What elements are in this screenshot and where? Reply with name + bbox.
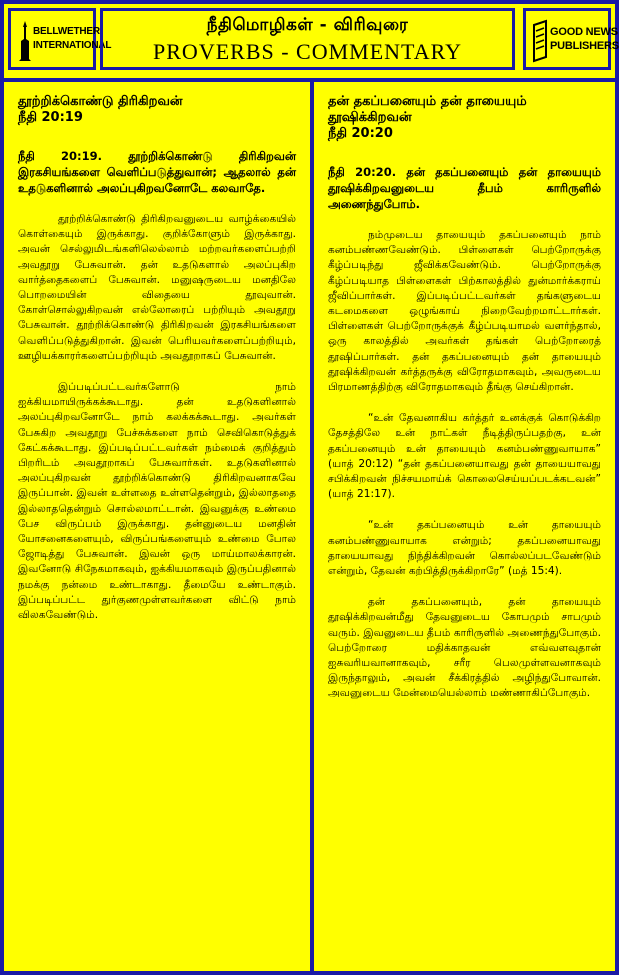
right-column xyxy=(314,82,615,971)
title-box xyxy=(100,8,515,70)
right-quote-1: “உன் தேவனாகிய கர்த்தர் உனக்குக் கொடுக்கிற தேசத்திலே உன் நாட்கள் நீடித்திருப்பதற்கு, உன் தகப்பனையும் உன் தாயையும் கனம்பண்ணுவாயாக” (யாத் 20:12) “தன் தகப்பனையாவது தன் தாயையாவது சபிக்கிறவன் நிச்சயமாய்க் கொலைசெய்யப்படக்கடவன்” (யாத் 21:17). xyxy=(328,412,601,501)
right-quote-2: “உன் தகப்பனையும் உன் தாயையும் கனம்பண்ணுவாயாக என்றும்; தகப்பனையாவது தாயையாவது நிந்திக்கிறவன் கொல்லப்படவேண்டும் என்றும், தேவன் கற்பித்திருக்கிறாரே” (மத் 15:4). xyxy=(328,519,601,578)
left-heading-ref: நீதி 20:19 xyxy=(18,110,83,125)
logo-line: INTERNATIONAL xyxy=(33,40,112,51)
header xyxy=(4,4,619,82)
logo-line: GOOD NEWS xyxy=(550,26,618,38)
left-verse: நீதி 20:19. தூற்றிக்கொண்டு திரிகிறவன் இரகசியங்களை வெளிப்படுத்துவான்; ஆதலால் தன் உதடுகளினால் அலப்புகிறவனோடே கலவாதே. xyxy=(18,149,296,195)
left-column xyxy=(4,82,310,971)
logo-line: BELLWETHER xyxy=(33,26,100,37)
right-heading xyxy=(328,94,601,142)
good-news-logo xyxy=(523,8,619,70)
left-paragraph-1: தூற்றிக்கொண்டு திரிகிறவனுடைய வாழ்க்கையில் கொள்கையும் இருக்காது. குறிக்கோளும் இருக்காது. அவன் செல்லுமிடங்களிலெல்லாம் மற்றவர்களைப்பற்றி அவதூறு பேசுவான். தன் உதடுகளால் அலப்புகிற வார்த்தைகளைப் பேசுவான். மனுஷருடைய மனதிலே பொறமையின் விதையை தூவுவான். கோள்சொல்லுகிறவன் எல்லோரைப் பற்றியும் அவதூறு பேசுவான். தூற்றிக்கொண்டு திரிகிறவன் இரகசியங்களை வெளிப்படுத்துகிறான். இவன் பெரியவர்களைப்பற்றியும், ஊழியக்காரர்களைப்பற்றியும் அவதூறாகப் பேசுவான். xyxy=(18,213,296,362)
good-news-logo-text xyxy=(550,25,619,53)
right-heading-ref: நீதி 20:20 xyxy=(328,126,393,141)
right-paragraph-1: நம்முடைய தாயையும் தகப்பனையும் நாம் கனம்பண்ணவேண்டும். பிள்ளைகள் பெற்றோருக்கு கீழ்ப்படிந்து ஜீவிக்கவேண்டும். பெற்றோருக்கு கீழ்ப்படியாத பிள்ளைகள் பிற்காலத்தில் துன்மார்க்கராய் ஜீவிப்பார்கள். இப்படிப்பட்டவர்கள் தங்களுடைய கடமைகளை ஒழுங்காய் நிறைவேற்றமாட்டார்கள். பிள்ளைகள் பெற்றோருக்குக் கீழ்ப்படியாமல் வளர்ந்தால், ஒரு காலத்தில் அவர்கள் தங்கள் பெற்றோரைத் தூஷிப்பார்கள். தன் தகப்பனையும் தன் தாயையும் தூஷிக்கிறவன் கர்த்தருக்கு விரோதமாகவும், அவருடைய பிரமாணத்திற்கு விரோதமாகவும் தீங்கு செய்கிறான். xyxy=(328,229,601,394)
left-heading-title: தூற்றிக்கொண்டு திரிகிறவன் xyxy=(18,94,183,109)
right-heading-title: தன் தகப்பனையும் தன் தாயையும் தூஷிக்கிறவன் xyxy=(328,94,527,125)
bellwether-logo xyxy=(8,8,112,70)
right-paragraph-2: தன் தகப்பனையும், தன் தாயையும் தூஷிக்கிறவன்மீது தேவனுடைய கோபமும் சாபமும் வரும். இவனுடைய தீபம் காரிருளில் அணைந்துபோகும். பெற்றோரை மதிக்காதவன் எவ்வளவுதான் ஐசுவரியவானாகவும், சரீர பெலமுள்ளவனாகவும் இருந்தாலும், அவன் சீக்கிரத்தில் அழிந்துபோவான். அவனுடைய மேன்மையெல்லாம் மண்ணாகிப்போகும். xyxy=(328,596,601,700)
title-tamil: நீதிமொழிகள் - விரிவுரை xyxy=(206,15,409,35)
left-paragraph-2: இப்படிப்பட்டவர்களோடு நாம் ஐக்கியமாயிருக்கக்கூடாது. தன் உதடுகளினால் அலப்புகிறவனோடே நாம் கலக்கக்கூடாது. அவர்கள் பேசுகிற அவதூறு பேச்சுக்களை நாம் செவிகொடுத்துக் கேட்கக்கூடாது. இப்படிப்பட்டவர்கள் நம்மைக் குறித்தும் பிறரிடம் அவதூறாகப் பேசுவார்கள். உதடுகளினால் அலப்புகிறவன் தூற்றிக்கொண்டு திரிகிறவனாகவே இருப்பான். இவன் உள்ளதை உள்ளதென்றும், இல்லாததை இல்லாததென்றும் சொல்லமாட்டான். இவனுக்கு உண்மை பேச விருப்பம் இருக்காது. தன்னுடைய மனதின் யோசனைகளையும், விருப்பங்களையும் உண்மை போல ஜோடித்து பேசுவான். இவன் ஒரு மாய்மாலக்காரன். இவனோடு சிநேகமாகவும், ஐக்கியமாகவும் இருப்பதினால் நமக்கு நன்மை உண்டாகாது. தீமையே உண்டாகும். இப்படிப்பட்ட துர்குணமுள்ளவர்களை விட்டு நாம் விலகவேண்டும். xyxy=(18,381,296,622)
logo-line: PUBLISHERS xyxy=(550,40,619,52)
left-heading xyxy=(18,94,296,126)
title-english: PROVERBS - COMMENTARY xyxy=(153,39,462,64)
right-verse: நீதி 20:20. தன் தகப்பனையும் தன் தாயையும் தூஷிக்கிறவனுடைய தீபம் காரிருளில் அணைந்துபோம். xyxy=(328,165,601,211)
book-icon xyxy=(532,19,548,63)
bellwether-icon xyxy=(17,19,33,63)
